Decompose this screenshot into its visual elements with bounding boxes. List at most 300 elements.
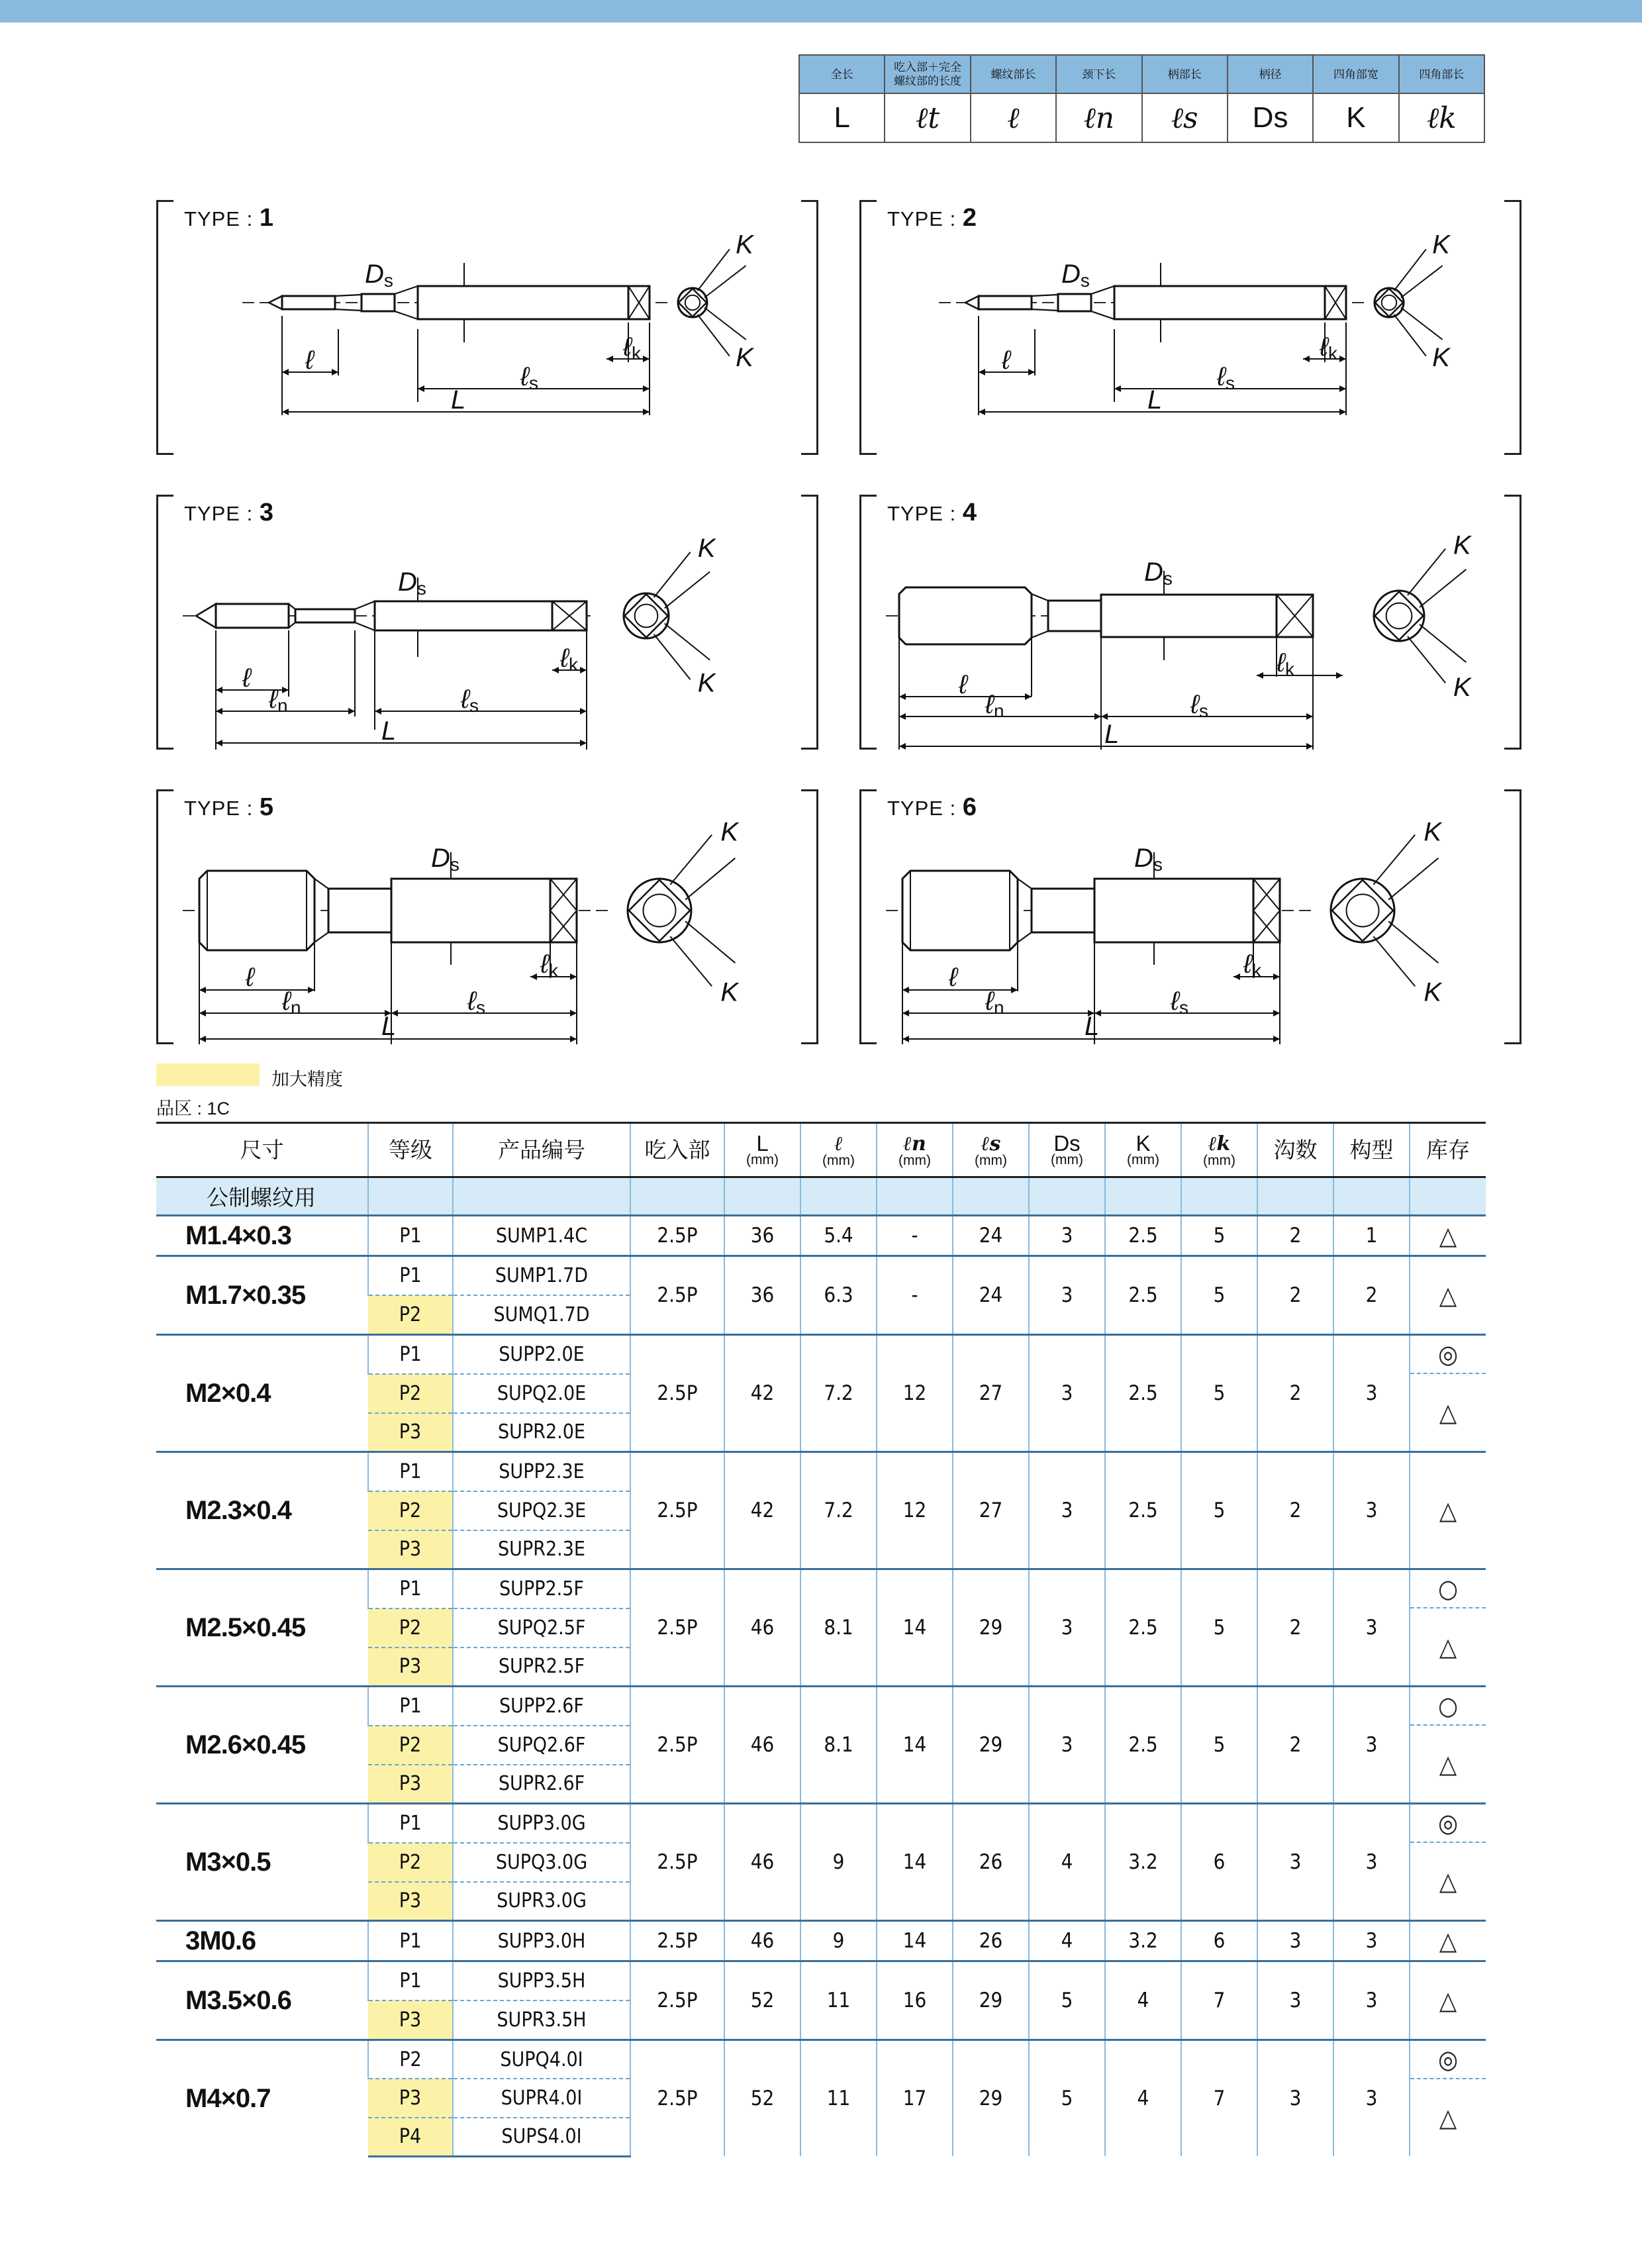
ls-label: ℓs xyxy=(461,685,479,716)
ln-cell: - xyxy=(877,1256,953,1335)
grade-cell: P1 xyxy=(368,1335,453,1374)
outline-rect xyxy=(550,879,577,942)
K-label-bottom: K xyxy=(1432,343,1450,373)
outline-line xyxy=(665,624,710,660)
thread-body xyxy=(902,871,1018,950)
outline-line xyxy=(314,879,328,889)
outline-line xyxy=(395,286,418,294)
outline-line xyxy=(1091,286,1114,294)
arrow-head xyxy=(580,708,587,715)
tap-drawing xyxy=(156,789,818,1044)
stock-mark: ○ xyxy=(1410,1687,1486,1726)
outline-rect xyxy=(328,889,391,932)
l-label: ℓ xyxy=(959,670,967,699)
flutes-cell: 3 xyxy=(1257,2040,1333,2157)
type-number: 4 xyxy=(962,499,977,526)
grade-cell: P2 xyxy=(368,1843,453,1882)
arrow-head xyxy=(552,667,559,673)
lk-cell: 5 xyxy=(1181,1216,1257,1256)
header-unit: (mm) xyxy=(822,1152,855,1168)
product-code-cell: SUMP1.7D xyxy=(453,1256,630,1296)
ln-cell: 14 xyxy=(877,1804,953,1921)
L-label: L xyxy=(1104,720,1120,749)
type-cell: 3 xyxy=(1333,2040,1410,2157)
outline-line xyxy=(355,622,375,630)
arrow-head xyxy=(199,987,206,993)
outline-rect xyxy=(1114,286,1325,319)
header-code: 产品编号 xyxy=(453,1123,630,1177)
arrow-head xyxy=(1094,713,1101,720)
type-label: TYPE : xyxy=(887,502,963,525)
header-unit: (mm) xyxy=(898,1152,931,1168)
section-filler xyxy=(724,1177,800,1216)
header-lk xyxy=(1181,1123,1257,1177)
legend-header-cell: 全长 xyxy=(799,55,885,93)
grade-cell: P2 xyxy=(368,1374,453,1413)
size-cell: M2.6×0.45 xyxy=(156,1687,368,1804)
end-view-inner xyxy=(1347,895,1379,927)
arrow-head xyxy=(899,693,906,700)
L-label: L xyxy=(1147,385,1163,415)
product-code-cell: SUPQ2.0E xyxy=(453,1374,630,1413)
Ds-cell: 3 xyxy=(1029,1216,1105,1256)
header-symbol: L xyxy=(756,1130,769,1156)
stock-mark: ◎ xyxy=(1410,2041,1486,2079)
table-row xyxy=(156,2040,1486,2079)
ls-cell: 27 xyxy=(953,1335,1029,1452)
product-code-cell: SUPP2.0E xyxy=(453,1335,630,1374)
legend-symbol-cell: ℓs xyxy=(1142,93,1228,142)
stock-mark: △ xyxy=(1439,1281,1457,1310)
arrow-head xyxy=(282,687,289,693)
ls-cell: 26 xyxy=(953,1804,1029,1921)
l-cell: 7.2 xyxy=(800,1452,877,1569)
K-cell: 4 xyxy=(1105,1961,1181,2040)
tap-drawing xyxy=(156,495,818,750)
K-label-top: K xyxy=(697,534,716,564)
ls-label: ℓs xyxy=(1190,690,1208,721)
stock-mark: △ xyxy=(1439,1926,1457,1955)
stock-cell xyxy=(1410,1452,1486,1569)
arrow-head xyxy=(216,708,222,715)
type-cell: 3 xyxy=(1333,1921,1410,1961)
arrow-head xyxy=(418,385,424,392)
ln-cell: 12 xyxy=(877,1452,953,1569)
K-label-bottom: K xyxy=(1424,977,1442,1007)
size-cell: M1.4×0.3 xyxy=(156,1216,368,1256)
grade-cell: P1 xyxy=(368,1961,453,2001)
lk-cell: 5 xyxy=(1181,1452,1257,1569)
product-code-cell: SUPR2.6F xyxy=(453,1765,630,1804)
header-symbol: ℓs xyxy=(981,1132,1001,1156)
end-view-inner xyxy=(635,605,658,628)
stock-mark: △ xyxy=(1439,1398,1457,1427)
K-label-bottom: K xyxy=(1453,672,1471,702)
section-filler xyxy=(1105,1177,1181,1216)
chamfer-cell: 2.5P xyxy=(630,1921,724,1961)
grade-cell: P2 xyxy=(368,1608,453,1648)
outline-line xyxy=(314,932,328,942)
type-4-panel xyxy=(859,495,1521,750)
section-filler xyxy=(1333,1177,1410,1216)
grade-cell: P4 xyxy=(368,2118,453,2157)
lk-cell: 6 xyxy=(1181,1804,1257,1921)
size-cell: M1.7×0.35 xyxy=(156,1256,368,1335)
outline-line xyxy=(665,571,710,608)
outline-line xyxy=(335,295,362,296)
ls-cell: 24 xyxy=(953,1256,1029,1335)
ls-cell: 27 xyxy=(953,1452,1029,1569)
ln-label: ℓn xyxy=(282,987,301,1018)
table-row xyxy=(156,1921,1486,1961)
ln-cell: 14 xyxy=(877,1687,953,1804)
arrow-head xyxy=(282,409,289,415)
Ds-label: Ds xyxy=(365,260,393,291)
arrow-head xyxy=(1025,693,1032,700)
outline-line xyxy=(670,835,712,885)
legend-header-cell: 吃入部＋完全 螺纹部的长度 xyxy=(885,55,970,93)
header-K xyxy=(1105,1123,1181,1177)
K-cell: 2.5 xyxy=(1105,1216,1181,1256)
chamfer-cell: 2.5P xyxy=(630,1961,724,2040)
arrow-head xyxy=(199,1010,206,1016)
K-label-top: K xyxy=(1432,230,1450,260)
outline-line xyxy=(1394,249,1425,291)
arrow-head xyxy=(530,973,537,980)
type-cell: 3 xyxy=(1333,1569,1410,1687)
chamfer-cell: 2.5P xyxy=(630,1216,724,1256)
flutes-cell: 2 xyxy=(1257,1687,1333,1804)
arrow-head xyxy=(979,409,985,415)
header-unit: (mm) xyxy=(1051,1152,1083,1167)
l-label: ℓ xyxy=(242,664,251,693)
l-label: ℓ xyxy=(1002,346,1010,375)
grade-cell: P1 xyxy=(368,1216,453,1256)
arrow-head xyxy=(1303,356,1310,362)
arrow-head xyxy=(1306,713,1313,720)
ls-label: ℓs xyxy=(520,362,538,393)
stock-cell xyxy=(1410,2040,1486,2157)
header-L xyxy=(724,1123,800,1177)
l-cell: 11 xyxy=(800,2040,877,2157)
outline-line xyxy=(685,921,735,963)
chamfer-cell: 2.5P xyxy=(630,1335,724,1452)
L-cell: 36 xyxy=(724,1216,800,1256)
lk-label: ℓk xyxy=(560,644,578,675)
header-l xyxy=(800,1123,877,1177)
l-label: ℓ xyxy=(246,963,254,992)
outline-line xyxy=(1032,309,1058,311)
header-symbol: Ds xyxy=(1053,1130,1081,1156)
table-row xyxy=(156,1569,1486,1608)
Ds-label: Ds xyxy=(398,567,426,599)
product-code-cell: SUPS4.0I xyxy=(453,2118,630,2157)
ls-cell: 26 xyxy=(953,1921,1029,1961)
type-cell: 3 xyxy=(1333,1452,1410,1569)
arrow-head xyxy=(570,1036,577,1042)
table-row xyxy=(156,1335,1486,1374)
legend-header-cell: 柄径 xyxy=(1228,55,1313,93)
outline-line xyxy=(1388,921,1438,963)
table-row xyxy=(156,1452,1486,1491)
Ds-label: Ds xyxy=(1144,558,1173,589)
size-cell: M3.5×0.6 xyxy=(156,1961,368,2040)
L-label: L xyxy=(381,1012,397,1041)
type-cell: 3 xyxy=(1333,1804,1410,1921)
product-code-cell: SUPR2.0E xyxy=(453,1413,630,1452)
stock-cell xyxy=(1410,1804,1486,1921)
ls-cell: 29 xyxy=(953,1687,1029,1804)
product-code-cell: SUPP3.0G xyxy=(453,1804,630,1843)
flutes-cell: 3 xyxy=(1257,1804,1333,1921)
stock-mark: ○ xyxy=(1410,1570,1486,1608)
end-view-inner xyxy=(1386,603,1412,629)
outline-line xyxy=(1032,594,1048,601)
l-cell: 8.1 xyxy=(800,1569,877,1687)
arrow-head xyxy=(899,743,906,750)
l-cell: 6.3 xyxy=(800,1256,877,1335)
precision-swatch-label: 加大精度 xyxy=(271,1069,343,1089)
arrow-head xyxy=(899,713,906,720)
arrow-head xyxy=(332,369,338,375)
L-label: L xyxy=(451,385,466,415)
outline-line xyxy=(1018,932,1032,942)
flutes-cell: 3 xyxy=(1257,1961,1333,2040)
legend-symbol-cell: K xyxy=(1313,93,1398,142)
size-cell: M3×0.5 xyxy=(156,1804,368,1921)
tap-drawing xyxy=(859,200,1521,455)
stock-cell xyxy=(1410,1335,1486,1452)
grade-cell: P1 xyxy=(368,1804,453,1843)
arrow-head xyxy=(1339,385,1346,392)
grade-cell: P1 xyxy=(368,1687,453,1726)
chamfer-cell: 2.5P xyxy=(630,1452,724,1569)
product-code-cell: SUPP3.5H xyxy=(453,1961,630,2001)
type-number: 2 xyxy=(962,204,977,232)
lk-label: ℓk xyxy=(1277,648,1294,679)
arrow-head xyxy=(282,369,289,375)
ln-cell: 16 xyxy=(877,1961,953,2040)
flutes-cell: 2 xyxy=(1257,1216,1333,1256)
legend-header-row xyxy=(799,55,1484,93)
ln-cell: 12 xyxy=(877,1335,953,1452)
type-label: TYPE : xyxy=(184,207,260,230)
tap-drawing xyxy=(156,200,818,455)
thread-body xyxy=(199,871,314,950)
tap-tip xyxy=(269,296,282,309)
outline-line xyxy=(1032,631,1048,638)
L-cell: 46 xyxy=(724,1569,800,1687)
Ds-cell: 3 xyxy=(1029,1452,1105,1569)
L-cell: 36 xyxy=(724,1256,800,1335)
ls-label: ℓs xyxy=(1171,987,1188,1018)
header-stock: 库存 xyxy=(1410,1123,1486,1177)
size-cell: M2.5×0.45 xyxy=(156,1569,368,1687)
precision-swatch xyxy=(156,1063,260,1086)
K-label-bottom: K xyxy=(697,668,716,698)
ln-cell: - xyxy=(877,1216,953,1256)
end-view-inner xyxy=(1382,295,1396,310)
K-cell: 3.2 xyxy=(1105,1804,1181,1921)
outline-rect xyxy=(1094,879,1280,942)
top-color-bar xyxy=(0,0,1642,23)
L-label: L xyxy=(381,716,397,746)
lk-label: ℓk xyxy=(1243,950,1261,981)
lk-cell: 7 xyxy=(1181,2040,1257,2157)
header-unit: (mm) xyxy=(746,1152,779,1167)
lk-label: ℓk xyxy=(540,950,558,981)
ls-label: ℓs xyxy=(467,987,485,1018)
K-label-top: K xyxy=(1453,530,1471,560)
K-label-bottom: K xyxy=(736,343,753,373)
arrow-head xyxy=(570,973,577,980)
arrow-head xyxy=(570,1010,577,1016)
Ds-cell: 3 xyxy=(1029,1687,1105,1804)
K-cell: 2.5 xyxy=(1105,1452,1181,1569)
outline-line xyxy=(1394,315,1425,356)
grade-cell: P3 xyxy=(368,2079,453,2118)
type-label: TYPE : xyxy=(184,502,260,525)
K-cell: 2.5 xyxy=(1105,1335,1181,1452)
header-symbol: ℓ xyxy=(834,1132,843,1156)
outline-line xyxy=(1373,936,1415,986)
grade-cell: P1 xyxy=(368,1452,453,1491)
section-filler xyxy=(877,1177,953,1216)
legend-header-cell: 四角部宽 xyxy=(1313,55,1398,93)
legend-symbol-cell: ℓ xyxy=(971,93,1056,142)
l-cell: 9 xyxy=(800,1804,877,1921)
outline-line xyxy=(1401,307,1443,339)
type-6-panel xyxy=(859,789,1521,1044)
size-cell: M2.3×0.4 xyxy=(156,1452,368,1569)
l-cell: 8.1 xyxy=(800,1687,877,1804)
lk-cell: 6 xyxy=(1181,1921,1257,1961)
table-row xyxy=(156,1687,1486,1726)
section-filler xyxy=(368,1177,453,1216)
legend-header-cell: 柄部长 xyxy=(1142,55,1228,93)
outline-line xyxy=(1420,569,1466,607)
ln-label: ℓn xyxy=(269,685,288,716)
grade-cell: P2 xyxy=(368,1726,453,1765)
flutes-cell: 2 xyxy=(1257,1335,1333,1452)
outline-rect xyxy=(1253,879,1280,942)
ls-cell: 29 xyxy=(953,1569,1029,1687)
header-ln xyxy=(877,1123,953,1177)
l-cell: 7.2 xyxy=(800,1335,877,1452)
header-symbol: ℓk xyxy=(1208,1132,1231,1156)
outline-line xyxy=(395,311,418,319)
grade-cell: P3 xyxy=(368,2000,453,2040)
l-label: ℓ xyxy=(305,346,314,375)
stock-cell xyxy=(1410,1961,1486,2040)
lk-cell: 5 xyxy=(1181,1256,1257,1335)
product-code-cell: SUPR2.3E xyxy=(453,1530,630,1569)
ln-label: ℓn xyxy=(985,690,1004,721)
tap-tip xyxy=(196,604,216,628)
product-code-cell: SUMQ1.7D xyxy=(453,1295,630,1335)
lk-label: ℓk xyxy=(623,332,641,364)
type-label: TYPE : xyxy=(184,797,260,820)
arrow-head xyxy=(1336,672,1343,679)
outline-line xyxy=(654,634,691,679)
stock-cell xyxy=(1410,1569,1486,1687)
header-unit: (mm) xyxy=(975,1152,1007,1168)
grade-cell: P1 xyxy=(368,1921,453,1961)
ls-cell: 29 xyxy=(953,2040,1029,2157)
outline-rect xyxy=(216,604,289,628)
header-chamfer: 吃入部 xyxy=(630,1123,724,1177)
tap-drawing xyxy=(859,789,1521,1044)
header-unit: (mm) xyxy=(1127,1152,1159,1167)
stock-cell xyxy=(1410,1687,1486,1804)
Ds-cell: 3 xyxy=(1029,1569,1105,1687)
outline-line xyxy=(704,266,746,297)
arrow-head xyxy=(1257,672,1263,679)
ln-cell: 17 xyxy=(877,2040,953,2157)
type-3-panel xyxy=(156,495,818,750)
Ds-label: Ds xyxy=(1061,260,1090,291)
L-cell: 42 xyxy=(724,1335,800,1452)
L-cell: 46 xyxy=(724,1687,800,1804)
ln-cell: 14 xyxy=(877,1569,953,1687)
header-unit: (mm) xyxy=(1203,1152,1235,1168)
ln-cell: 14 xyxy=(877,1921,953,1961)
lk-label: ℓk xyxy=(1320,332,1337,364)
Ds-cell: 3 xyxy=(1029,1335,1105,1452)
header-symbol: ℓn xyxy=(903,1132,926,1156)
product-code-cell: SUPR3.0G xyxy=(453,1882,630,1921)
stock-cell xyxy=(1410,1216,1486,1256)
grade-cell: P1 xyxy=(368,1569,453,1608)
end-view-inner xyxy=(644,895,676,927)
outline-line xyxy=(1091,311,1114,319)
header-flutes: 沟数 xyxy=(1257,1123,1333,1177)
arrow-head xyxy=(1339,409,1346,415)
product-code-cell: SUPQ2.3E xyxy=(453,1491,630,1530)
header-type: 构型 xyxy=(1333,1123,1410,1177)
product-code-cell: SUPR3.5H xyxy=(453,2000,630,2040)
product-code-cell: SUPQ2.6F xyxy=(453,1726,630,1765)
arrow-head xyxy=(580,667,587,673)
end-view-inner xyxy=(685,295,700,310)
stock-mark: △ xyxy=(1439,1750,1457,1779)
L-cell: 52 xyxy=(724,2040,800,2157)
legend-symbol-cell: Ds xyxy=(1228,93,1313,142)
product-code-cell: SUPQ2.5F xyxy=(453,1608,630,1648)
table-row xyxy=(156,1256,1486,1296)
spec-table-body xyxy=(156,1177,1486,2157)
arrow-head xyxy=(580,740,587,746)
spec-header-row xyxy=(156,1123,1486,1177)
grade-cell: P1 xyxy=(368,1256,453,1296)
stock-mark: △ xyxy=(1439,1986,1457,2015)
product-code-cell: SUPR2.5F xyxy=(453,1648,630,1687)
arrow-head xyxy=(902,1010,909,1016)
K-cell: 2.5 xyxy=(1105,1687,1181,1804)
chamfer-cell: 2.5P xyxy=(630,1804,724,1921)
stock-mark: ◎ xyxy=(1410,1336,1486,1374)
spec-table xyxy=(156,1122,1486,2157)
stock-mark: △ xyxy=(1439,1496,1457,1525)
l-cell: 11 xyxy=(800,1961,877,2040)
K-label-top: K xyxy=(1424,817,1442,847)
Ds-label: Ds xyxy=(431,844,459,875)
Ds-cell: 5 xyxy=(1029,1961,1105,2040)
L-cell: 42 xyxy=(724,1452,800,1569)
section-filler xyxy=(630,1177,724,1216)
K-label-top: K xyxy=(720,817,739,847)
table-row xyxy=(156,1961,1486,2001)
